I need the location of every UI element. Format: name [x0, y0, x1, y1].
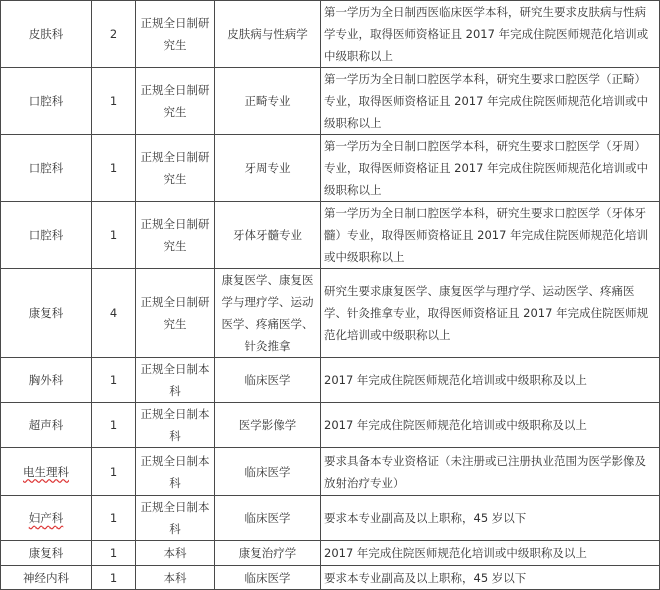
- table-row: [1, 1, 660, 68]
- major-cell: 临床医学: [215, 566, 321, 590]
- education-cell: 正规全日制本科: [136, 358, 215, 403]
- count-cell: 1: [92, 68, 136, 135]
- major-cell: 牙体牙髓专业: [215, 202, 321, 269]
- requirement-cell: 要求本专业副高及以上职称，45 岁以下: [321, 496, 660, 541]
- table-row: [1, 202, 660, 269]
- major-cell: 康复治疗学: [215, 541, 321, 566]
- requirement-cell: 2017 年完成住院医师规范化培训或中级职称及以上: [321, 541, 660, 566]
- table-row: [1, 68, 660, 135]
- requirement-cell: 第一学历为全日制口腔医学本科，研究生要求口腔医学（牙体牙髓）专业，取得医师资格证且 2017 年完成住院医师规范化培训或中级职称以上: [321, 202, 660, 269]
- count-cell: 1: [92, 566, 136, 590]
- count-cell: 2: [92, 1, 136, 68]
- education-cell: 正规全日制本科: [136, 448, 215, 496]
- count-cell: 1: [92, 541, 136, 566]
- dept-cell: 康复科: [1, 541, 92, 566]
- requirement-cell: 2017 年完成住院医师规范化培训或中级职称及以上: [321, 358, 660, 403]
- requirement-cell: 要求本专业副高及以上职称，45 岁以下: [321, 566, 660, 590]
- education-cell: 正规全日制研究生: [136, 1, 215, 68]
- count-cell: 1: [92, 448, 136, 496]
- dept-cell: 口腔科: [1, 68, 92, 135]
- table-row: [1, 403, 660, 448]
- education-cell: 正规全日制研究生: [136, 202, 215, 269]
- dept-cell: 康复科: [1, 269, 92, 358]
- education-cell: 本科: [136, 566, 215, 590]
- requirement-cell: 要求具备本专业资格证（未注册或已注册执业范围为医学影像及放射治疗专业）: [321, 448, 660, 496]
- major-cell: 医学影像学: [215, 403, 321, 448]
- dept-cell: 胸外科: [1, 358, 92, 403]
- dept-cell: 神经内科: [1, 566, 92, 590]
- major-cell: 皮肤病与性病学: [215, 1, 321, 68]
- dept-cell: [1, 496, 92, 541]
- major-cell: 正畸专业: [215, 68, 321, 135]
- major-cell: 临床医学: [215, 358, 321, 403]
- count-cell: 1: [92, 135, 136, 202]
- table-row: [1, 566, 660, 590]
- education-cell: 正规全日制研究生: [136, 68, 215, 135]
- dept-cell: 口腔科: [1, 202, 92, 269]
- count-cell: 1: [92, 403, 136, 448]
- major-cell: 临床医学: [215, 496, 321, 541]
- dept-cell: 皮肤科: [1, 1, 92, 68]
- table-row: [1, 269, 660, 358]
- dept-cell: 口腔科: [1, 135, 92, 202]
- count-cell: 1: [92, 358, 136, 403]
- major-cell: 牙周专业: [215, 135, 321, 202]
- requirement-cell: 2017 年完成住院医师规范化培训或中级职称及以上: [321, 403, 660, 448]
- count-cell: 1: [92, 496, 136, 541]
- education-cell: 正规全日制本科: [136, 496, 215, 541]
- dept-label: 电生理科: [23, 464, 69, 479]
- dept-cell: [1, 448, 92, 496]
- dept-label: 妇产科: [28, 511, 64, 525]
- major-cell: 临床医学: [215, 448, 321, 496]
- count-cell: 1: [92, 202, 136, 269]
- education-cell: 正规全日制研究生: [136, 135, 215, 202]
- dept-cell: 超声科: [1, 403, 92, 448]
- requirement-cell: 第一学历为全日制西医临床医学本科，研究生要求皮肤病与性病学专业，取得医师资格证且 2017 年完成住院医师规范化培训或中级职称以上: [321, 1, 660, 68]
- education-cell: 正规全日制本科: [136, 403, 215, 448]
- education-cell: 正规全日制研究生: [136, 269, 215, 358]
- major-cell: 康复医学、康复医学与理疗学、运动医学、疼痛医学、针灸推拿: [215, 269, 321, 358]
- requirement-cell: 研究生要求康复医学、康复医学与理疗学、运动医学、疼痛医学、针灸推拿专业，取得医师资格证且 2017 年完成住院医师规范化培训或中级职称以上: [321, 269, 660, 358]
- table-row: [1, 358, 660, 403]
- requirement-cell: 第一学历为全日制口腔医学本科，研究生要求口腔医学（正畸）专业，取得医师资格证且 2017 年完成住院医师规范化培训或中级职称以上: [321, 68, 660, 135]
- count-cell: 4: [92, 269, 136, 358]
- table-row: [1, 541, 660, 566]
- table-row: [1, 135, 660, 202]
- table-row: [1, 496, 660, 541]
- table-row: [1, 448, 660, 496]
- requirement-cell: 第一学历为全日制口腔医学本科，研究生要求口腔医学（牙周）专业，取得医师资格证且 2017 年完成住院医师规范化培训或中级职称以上: [321, 135, 660, 202]
- education-cell: 本科: [136, 541, 215, 566]
